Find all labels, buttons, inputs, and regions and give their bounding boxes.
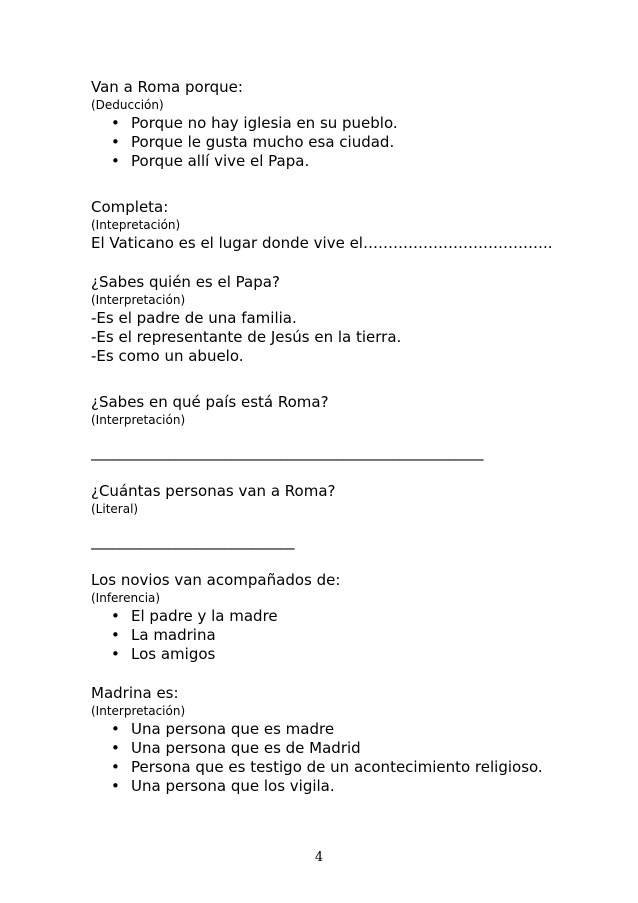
question-type: (Interpretación) xyxy=(91,413,186,427)
answer-line: ________________________________________________________ xyxy=(91,443,483,461)
question-van-a-roma xyxy=(91,78,591,171)
question-quien-es-el-papa xyxy=(91,273,591,366)
option-text: Porque allí vive el Papa. xyxy=(131,152,310,170)
bullet-icon: • xyxy=(111,720,120,738)
option-text: Una persona que los vigila. xyxy=(131,777,335,795)
option-item xyxy=(91,758,591,777)
page-number: 4 xyxy=(314,850,324,865)
question-type: (Intepretación) xyxy=(91,218,181,232)
option-line: -Es el padre de una familia. xyxy=(91,309,297,327)
question-title: Madrina es: xyxy=(91,684,179,702)
bullet-icon: • xyxy=(111,607,120,625)
question-novios-acompanados xyxy=(91,571,591,664)
question-title: ¿Sabes quién es el Papa? xyxy=(91,273,280,291)
question-title: Van a Roma porque: xyxy=(91,78,243,96)
question-type: (Inferencia) xyxy=(91,591,161,605)
option-text: Los amigos xyxy=(131,645,216,663)
question-type: (Interpretación) xyxy=(91,293,186,307)
option-text: Persona que es testigo de un acontecimiento religioso. xyxy=(131,758,543,776)
answer-line: _____________________________ xyxy=(91,532,294,550)
option-item xyxy=(91,645,591,664)
option-item xyxy=(91,626,591,645)
question-title: Completa: xyxy=(91,198,169,216)
option-item xyxy=(91,777,591,796)
question-completa xyxy=(91,198,591,253)
question-pais-roma xyxy=(91,393,591,462)
question-title: ¿Cuántas personas van a Roma? xyxy=(91,482,336,500)
question-title: Los novios van acompañados de: xyxy=(91,571,341,589)
worksheet-content xyxy=(91,78,591,796)
bullet-icon: • xyxy=(111,114,120,132)
question-type: (Literal) xyxy=(91,502,139,516)
option-line: -Es como un abuelo. xyxy=(91,347,244,365)
option-item xyxy=(91,720,591,739)
option-item xyxy=(91,133,591,152)
option-text: Porque no hay iglesia en su pueblo. xyxy=(131,114,398,132)
option-list xyxy=(91,114,591,171)
bullet-icon: • xyxy=(111,758,120,776)
question-cuantas-personas xyxy=(91,482,591,551)
option-text: El padre y la madre xyxy=(131,607,278,625)
option-list xyxy=(91,720,591,796)
bullet-icon: • xyxy=(111,152,120,170)
question-type: (Interpretación) xyxy=(91,704,186,718)
option-item xyxy=(91,607,591,626)
option-list xyxy=(91,607,591,664)
option-text: Porque le gusta mucho esa ciudad. xyxy=(131,133,395,151)
bullet-icon: • xyxy=(111,739,120,757)
bullet-icon: • xyxy=(111,645,120,663)
option-text: Una persona que es madre xyxy=(131,720,335,738)
bullet-icon: • xyxy=(111,133,120,151)
option-item xyxy=(91,152,591,171)
question-type: (Deducción) xyxy=(91,98,164,112)
question-title: ¿Sabes en qué país está Roma? xyxy=(91,393,329,411)
option-text: La madrina xyxy=(131,626,216,644)
option-text: Una persona que es de Madrid xyxy=(131,739,361,757)
question-madrina-es xyxy=(91,684,591,796)
bullet-icon: • xyxy=(111,626,120,644)
option-item xyxy=(91,114,591,133)
option-line: -Es el representante de Jesús en la tierra. xyxy=(91,328,402,346)
bullet-icon: • xyxy=(111,777,120,795)
option-item xyxy=(91,739,591,758)
fill-in-sentence: El Vaticano es el lugar donde vive el……………………………….. xyxy=(91,234,553,252)
